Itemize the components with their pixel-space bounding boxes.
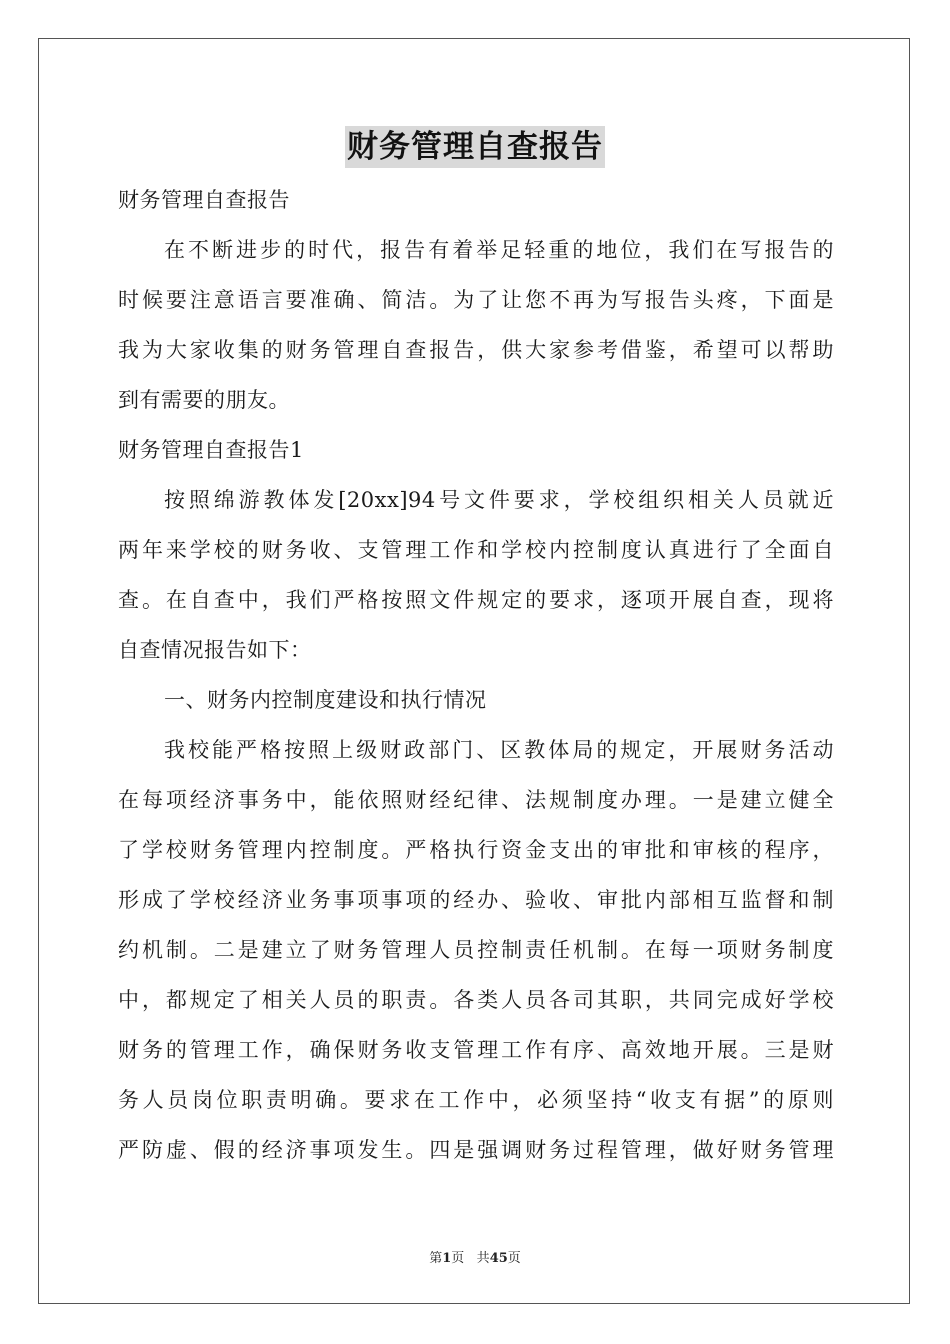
total-suffix: 页 [507,1251,521,1266]
page-number: 1 [442,1251,452,1266]
text-line: 两年来学校的财务收、支管理工作和学校内控制度认真进行了全面自 [118,538,834,562]
page-suffix: 页 [451,1251,465,1266]
text-line: 在每项经济事务中，能依照财经纪律、法规制度办理。一是建立健全 [118,788,834,812]
text-line: 一、财务内控制度建设和执行情况 [164,688,487,712]
text-line: 严防虚、假的经济事项发生。四是强调财务过程管理，做好财务管理 [118,1138,834,1162]
total-pages: 45 [489,1251,508,1266]
text-line: 形成了学校经济业务事项事项的经办、验收、审批内部相互监督和制 [118,888,834,912]
text-line: 财务的管理工作，确保财务收支管理工作有序、高效地开展。三是财 [118,1038,834,1062]
text-line: 按照绵游教体发[20xx]94号文件要求，学校组织相关人员就近 [164,488,834,512]
title-container [0,126,950,168]
text-line: 了学校财务管理内控制度。严格执行资金支出的审批和审核的程序， [118,838,834,862]
text-line: 财务管理自查报告 [118,188,290,212]
text-line: 我为大家收集的财务管理自查报告，供大家参考借鉴，希望可以帮助 [118,338,834,362]
text-line: 到有需要的朋友。 [118,388,290,412]
document-title: 财务管理自查报告 [345,126,605,168]
page-prefix: 第 [429,1251,443,1266]
text-line: 务人员岗位职责明确。要求在工作中，必须坚持“收支有据”的原则 [118,1088,834,1112]
document-body [118,176,834,1176]
text-line: 中，都规定了相关人员的职责。各类人员各司其职，共同完成好学校 [118,988,834,1012]
text-line: 在不断进步的时代，报告有着举足轻重的地位，我们在写报告的 [164,238,834,262]
text-line: 查。在自查中，我们严格按照文件规定的要求，逐项开展自查，现将 [118,588,834,612]
text-line: 时候要注意语言要准确、简洁。为了让您不再为写报告头疼，下面是 [118,288,834,312]
text-line: 我校能严格按照上级财政部门、区教体局的规定，开展财务活动 [164,738,834,762]
page-footer [0,1247,950,1266]
text-line: 约机制。二是建立了财务管理人员控制责任机制。在每一项财务制度 [118,938,834,962]
text-line: 财务管理自查报告1 [118,438,304,462]
text-line: 自查情况报告如下： [118,638,312,662]
total-prefix: 共 [476,1251,490,1266]
